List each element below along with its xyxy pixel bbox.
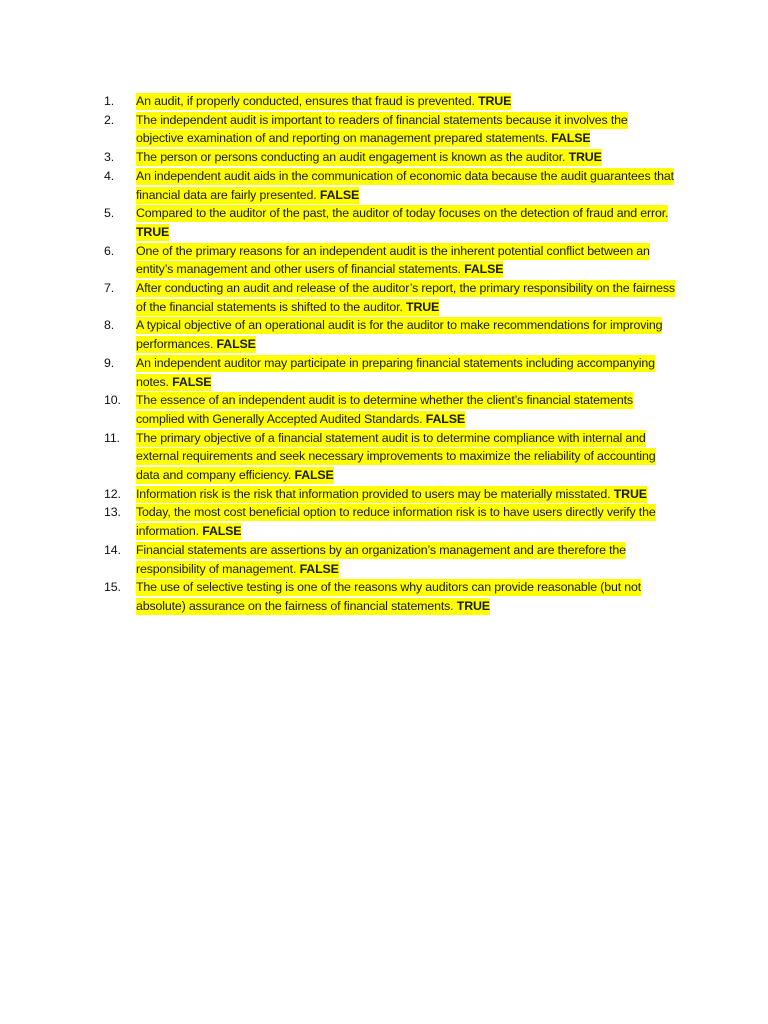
highlighted-text <box>136 149 602 166</box>
list-item <box>104 578 684 615</box>
answer-label: TRUE <box>478 94 512 108</box>
answer-label: TRUE <box>456 598 490 613</box>
item-number: 10. <box>104 393 121 408</box>
item-body <box>136 111 684 148</box>
list-item <box>104 167 684 204</box>
answer-label: TRUE <box>613 486 647 501</box>
statement-text: An independent audit aids in the communication of economic data because the audit guarantees that financial data are fairly presented. <box>136 168 674 202</box>
statement-text: After conducting an audit and release of the auditor’s report, the primary responsibility on the fairness of the financial statements is shifted to the auditor. <box>136 281 675 314</box>
highlighted-text <box>136 280 675 316</box>
item-number: 9. <box>104 355 115 370</box>
statement-text: The independent audit is important to readers of financial statements because it involves the objective examination of and reporting on management prepared statements. <box>136 112 628 146</box>
highlighted-text <box>136 168 674 204</box>
item-body <box>136 279 684 316</box>
item-body <box>136 578 684 615</box>
item-number: 7. <box>104 281 115 296</box>
answer-label: TRUE <box>406 299 440 314</box>
highlighted-text <box>136 355 655 391</box>
statement-text: One of the primary reasons for an independent audit is the inherent potential conflict between an entity’s management and other users of financial statements. <box>136 243 650 277</box>
highlighted-text <box>136 392 633 428</box>
answer-label: FALSE <box>294 468 334 483</box>
answer-label: TRUE <box>136 224 170 239</box>
highlighted-text <box>136 205 668 241</box>
list-item <box>104 316 684 353</box>
item-number: 13. <box>104 505 121 520</box>
list-item <box>104 279 684 316</box>
list-item <box>104 204 684 241</box>
list-item <box>104 485 684 504</box>
list-item <box>104 111 684 148</box>
item-number: 15. <box>104 580 121 595</box>
answer-label: FALSE <box>216 337 256 352</box>
answer-label: FALSE <box>425 411 465 426</box>
highlighted-text <box>136 504 656 540</box>
item-body <box>136 204 684 241</box>
statement-text: The primary objective of a financial statement audit is to determine compliance with internal and external requirements and seek necessary improvements to maximize the reliability of accounting data and company efficiency. <box>136 430 656 483</box>
statement-list <box>104 92 684 616</box>
list-item <box>104 541 684 578</box>
item-body <box>136 391 684 428</box>
list-item <box>104 391 684 428</box>
highlighted-text <box>136 579 641 615</box>
item-body <box>136 242 684 279</box>
answer-label: FALSE <box>202 524 242 539</box>
item-body <box>136 354 684 391</box>
statement-text: The person or persons conducting an audit engagement is known as the auditor. <box>136 150 566 165</box>
statement-text: A typical objective of an operational audit is for the auditor to make recommendations for improving performances. <box>136 318 663 352</box>
list-item <box>104 92 684 111</box>
answer-label: FALSE <box>319 187 360 202</box>
item-number: 8. <box>104 318 115 333</box>
highlighted-text <box>136 112 628 148</box>
highlighted-text <box>136 486 647 503</box>
list-item <box>104 429 684 485</box>
list-item <box>104 503 684 540</box>
statement-text: Financial statements are assertions by an organization’s management and are therefore the responsibility of management. <box>136 542 626 576</box>
item-number: 2. <box>104 112 115 127</box>
item-number: 4. <box>104 168 115 183</box>
list-item <box>104 148 684 167</box>
item-body <box>136 541 684 578</box>
list-item <box>104 354 684 391</box>
item-body <box>136 148 684 167</box>
answer-label: FALSE <box>551 131 591 146</box>
item-number: 6. <box>104 243 115 258</box>
answer-label: TRUE <box>568 150 602 165</box>
item-number: 3. <box>104 150 115 165</box>
statement-text: Compared to the auditor of the past, the auditor of today focuses on the detection of fraud and error. <box>136 206 669 221</box>
highlighted-text <box>136 93 511 110</box>
item-number: 5. <box>104 206 115 221</box>
statement-text: Today, the most cost beneficial option to reduce information risk is to have users directly verify the information. <box>136 505 656 539</box>
highlighted-text <box>136 317 662 353</box>
statement-text: An independent auditor may participate in preparing financial statements including accompanying notes. <box>136 355 655 389</box>
item-number: 12. <box>104 486 121 501</box>
highlighted-text <box>136 430 656 484</box>
statement-text: The use of selective testing is one of the reasons why auditors can provide reasonable (but not absolute) assurance on the fairness of financial statements. <box>136 580 642 613</box>
item-body <box>136 503 684 540</box>
item-number: 1. <box>104 94 115 108</box>
item-number: 14. <box>104 542 121 557</box>
list-item <box>104 242 684 279</box>
statement-text: The essence of an independent audit is to determine whether the client’s financial statements complied with Generally Accepted Audited Standards. <box>136 393 633 426</box>
item-body <box>136 167 684 204</box>
statement-text: Information risk is the risk that information provided to users may be materially misstated. <box>136 486 611 501</box>
answer-label: FALSE <box>464 262 504 277</box>
item-body <box>136 316 684 353</box>
item-body <box>136 429 684 485</box>
answer-label: FALSE <box>172 374 212 389</box>
item-body <box>136 92 684 111</box>
statement-text: An audit, if properly conducted, ensures that fraud is prevented. <box>136 94 475 108</box>
highlighted-text <box>136 542 626 578</box>
item-body <box>136 485 684 504</box>
highlighted-text <box>136 243 650 279</box>
item-number: 11. <box>104 430 120 445</box>
answer-label: FALSE <box>299 561 339 576</box>
